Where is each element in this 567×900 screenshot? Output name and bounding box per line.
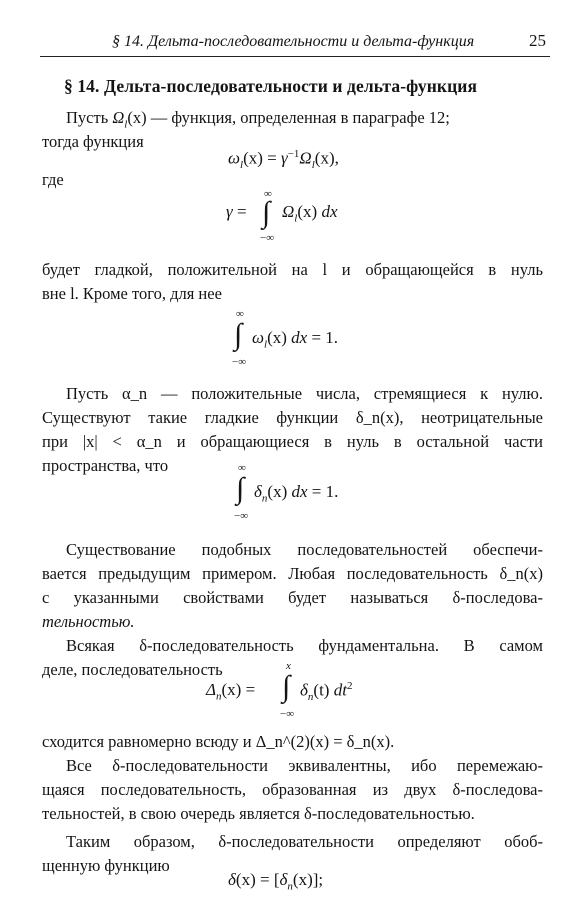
equation-omega-definition [228,148,339,171]
comma: , [334,148,339,168]
arg-x: (x) [127,108,147,127]
lower-limit: −∞ [260,232,275,244]
para5-line2: деле, последовательность [42,660,223,679]
delta-symbol: δ [254,482,262,501]
para4-line2: вается предыдущим примером. Любая последовательность δ_n(x) [42,564,543,583]
para6-line1: Все δ-последовательности эквивалентны, ибо перемежаю- [66,756,543,775]
value-one: 1. [325,328,339,347]
para7-line2: щенную функцию [42,856,170,875]
arg-x: (x) [297,202,318,221]
lower-limit: −∞ [280,708,295,720]
equation-Delta-definition [206,660,406,724]
lower-limit: −∞ [234,510,249,522]
para4-line4: тельностью. [42,612,135,631]
omega-upper-symbol: Ω [299,148,312,168]
differential-dx: dx [291,328,308,347]
superscript-minus-one: −1 [287,148,300,160]
para1-text-end: — функция, определенная в параграфе 12; [146,108,450,127]
para3-line4: пространства, что [42,456,169,475]
arg-x: (x) [292,870,313,889]
para6-line3: тельностей, в свою очередь является δ-последовательностью. [42,804,475,823]
integral-sign: ∫ [234,318,243,351]
integral-sign: ∫ [262,196,271,229]
equals-sign: = [267,148,277,168]
para4-line1: Существование подобных последовательностей обеспечи- [66,540,543,559]
arg-x: (x) [314,148,335,168]
lower-limit: −∞ [232,356,247,368]
equals-sign: = [311,482,322,501]
integral-sign: ∫ [236,472,245,505]
para3-line2: Существуют такие гладкие функции δ_n(x), неотрицательные [42,408,543,427]
subscript-n: n [287,880,293,893]
delta-symbol: δ [300,680,308,700]
left-bracket: [ [273,870,280,889]
upper-limit: ∞ [264,188,272,200]
equals-sign: = [259,870,270,889]
subscript-l: l [311,159,315,172]
para4-line3: с указанными свойствами будет называться δ-последова- [42,588,543,607]
running-header [40,30,550,57]
value-one: 1. [325,482,339,501]
where-word: где [42,170,64,189]
equals-sign: = [245,680,256,699]
omega-symbol: ω [228,148,241,168]
arg-x: (x) [235,870,256,889]
para1-line2: тогда функция [42,132,144,151]
para2-line1: будет гладкой, положительной на l и обращающейся в нуль [42,260,543,279]
subscript-l: l [294,212,298,225]
equals-sign: = [311,328,322,347]
upper-limit: ∞ [238,462,246,474]
equation-omega-normalization [230,308,390,372]
para5-line1: Всякая δ-последовательность фундаментальна. В самом [66,636,543,655]
integral-sign: ∫ [282,670,291,703]
omega-symbol: ω [252,328,265,347]
omega-upper-symbol: Ω [282,202,295,221]
right-bracket: ] [312,870,319,889]
subscript-n: n [307,691,314,704]
equals-sign: = [236,202,247,221]
equation-gamma-integral [226,188,386,248]
page-number: 25 [529,31,546,50]
upper-limit: ∞ [236,308,244,320]
arg-t: (t) [313,680,330,700]
omega-upper-symbol: Ω [112,108,125,127]
para1-text-start: Пусть [66,108,113,127]
differential-dx: dx [291,482,308,501]
section-title: § 14. Дельта-последовательности и дельта-функция [64,76,478,96]
para6-line2: щаяся последовательность, образованная из двух δ-последова- [42,780,543,799]
differential-dt: dt [333,680,347,700]
differential-dx: dx [321,202,338,221]
semicolon: ; [318,870,324,889]
Delta-symbol: Δ [206,680,216,699]
subscript-l: l [264,338,268,351]
subscript-n: n [215,690,222,703]
gamma-symbol: γ [281,148,288,168]
equation-delta-normalization [232,462,392,526]
para3-line1: Пусть α_n — положительные числа, стремящиеся к нулю. [66,384,543,403]
subscript-n: n [261,492,268,505]
subscript-l: l [240,159,244,172]
para3-line3: при |x| < α_n и обращающиеся в нуль в остальной части [42,432,543,451]
para7-line1: Таким образом, δ-последовательности определяют обоб- [66,832,543,851]
para5-line3: сходится равномерно всюду и Δ_n^(2)(x) = δ_n(x). [42,732,395,751]
subscript-l: l [124,118,128,131]
arg-x: (x) [221,680,242,699]
arg-x: (x) [243,148,263,168]
gamma-symbol: γ [226,202,233,221]
para2-line2: вне l. Кроме того, для нее [42,284,222,303]
running-header-title: § 14. Дельта-последовательности и дельта-функция [112,33,475,50]
arg-x: (x) [267,328,287,347]
delta-symbol: δ [279,870,288,889]
arg-x: (x) [267,482,288,501]
delta-symbol: δ [228,870,236,889]
upper-limit-x: x [286,660,291,672]
superscript-two: 2 [346,680,353,692]
equation-delta-function [228,870,323,892]
